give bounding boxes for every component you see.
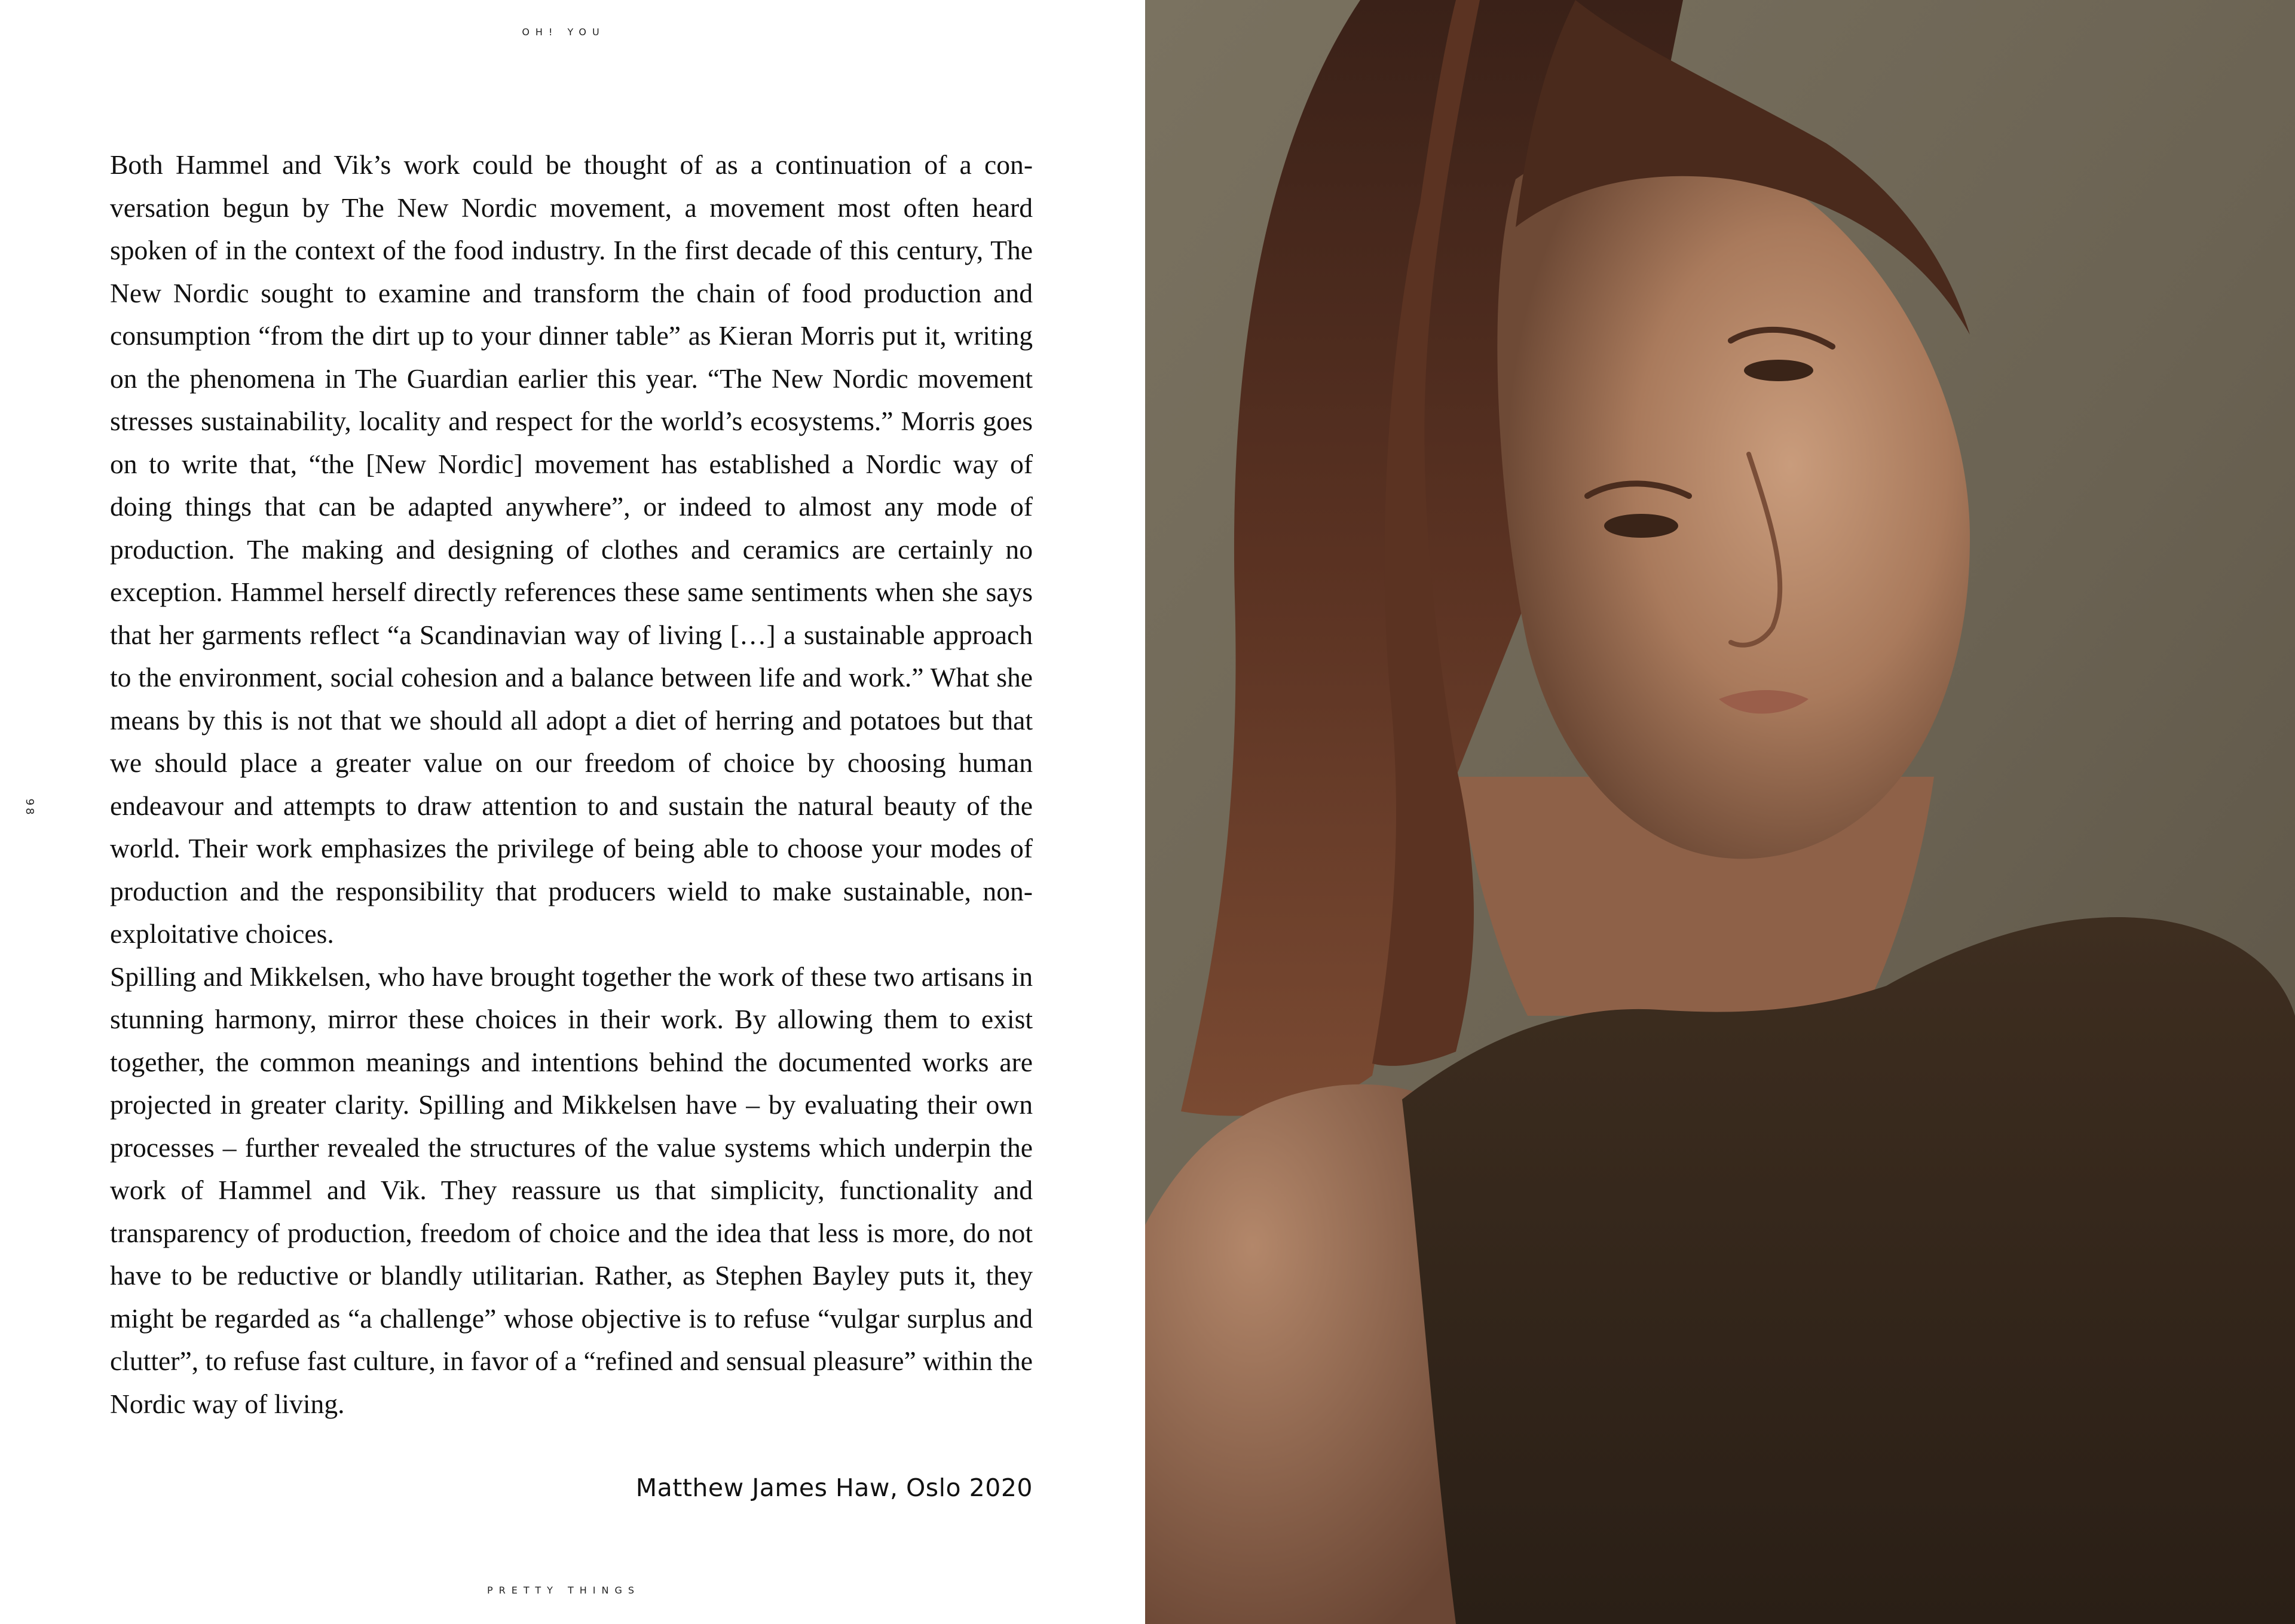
- portrait-illustration: [1145, 0, 2295, 1624]
- page-number: 98: [23, 798, 36, 817]
- article-body: Both Hammel and Vik’s work could be thought of as a continuation of a conversation begun by The New Nordic movement, a movement most often heard spoken of in the context of the food industry. In the first decade of this century, The New Nordic sought to examine and transform the chain of food production and consumption “from the dirt up to your dinner table” as Kieran Morris put it, writing on the phenomena in The Guardian earlier this year. “The New Nordic movement stresses sustainability, locality and respect for the world’s ecosystems.” Morris goes on to write that, “the [New Nordic] movement has established a Nordic way of doing things that can be adapted anywhere”, or indeed to almost any mode of production. The making and designing of clothes and ceramics are certainly no exception. Hammel herself directly references these same sentiments when she says that her garments reflect “a Scandinavian way of living […] a sustainable approach to the environment, social cohesion and a balance between life and work.” What she means by this is not that we should all adopt a diet of herring and potatoes but that we should place a greater value on our freedom of choice by choosing human endeavour and attempts to draw attention to and sustain the natural beauty of the world. Their work emphasizes the privilege of being able to choose your modes of production and the responsibility that producers wield to make sustainable, non-exploitative choices. Spilling and Mikkelsen, who have brought together the work of these two artisans in stunning harmony, mirror these choices in their work. By allowing them to exist together, the common meanings and intentions behind the documented works are projected in greater clarity. Spilling and Mikkelsen have – by evaluating their own processes – further revealed the structures of the value systems which underpin the work of Hammel and Vik. They reassure us that simplicity, functionality and transparency of production, freedom of choice and the idea that less is more, do not have to be reductive or blandly utilitarian. Rather, as Stephen Bayley puts it, they might be regarded as “a challenge” whose objective is to refuse “vulgar surplus and clutter”, to refuse fast culture, in favor of a “refined and sensual pleasure” within the Nordic way of living.: [110, 149, 1033, 1419]
- running-foot: PRETTY THINGS: [486, 1585, 641, 1596]
- portrait-photo: [1145, 0, 2295, 1624]
- running-head: OH! YOU: [522, 26, 605, 38]
- eye-left: [1604, 514, 1678, 538]
- article-byline: Matthew James Haw, Oslo 2020: [635, 1473, 1033, 1502]
- eye-right: [1744, 360, 1813, 381]
- text-page: [0, 0, 1145, 1624]
